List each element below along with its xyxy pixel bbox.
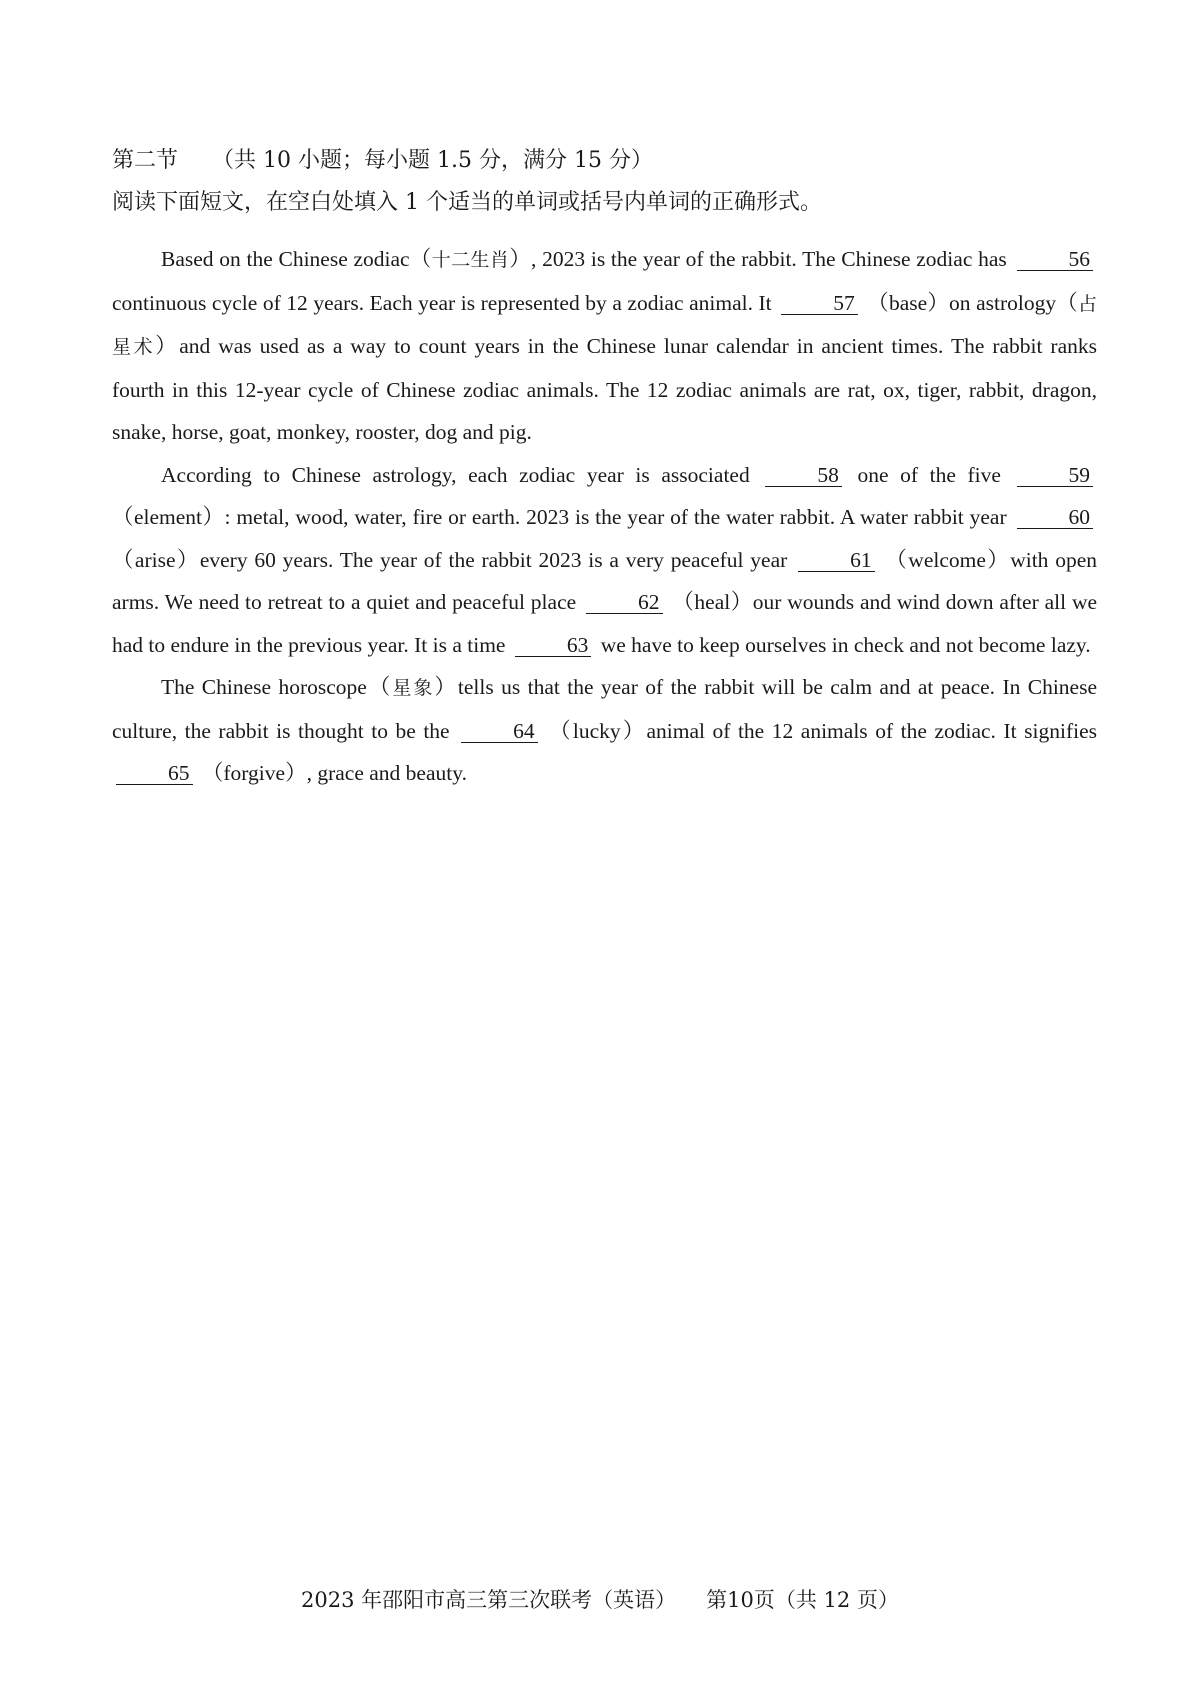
text-run: （element）: metal, wood, water, fire or earth. 2023 is the year of the water rabbit. A water rabbit year [112,505,1007,529]
section-heading [112,144,653,178]
chinese-gloss: 占星术 [112,292,1097,358]
blank-59[interactable]: 59 [1017,464,1094,487]
paragraph-1 [112,238,1097,454]
chinese-gloss: 十二生肖 [431,249,510,271]
text-run: （heal）our wounds and wind down after all we had to endure in the previous year. It is a time [112,590,1098,657]
blank-57[interactable]: 57 [781,292,858,315]
text-run: （forgive）, grace and beauty. [201,761,467,785]
page-number: 第10页（共 12 页） [706,1588,899,1612]
exam-title: 2023 年邵阳市高三第三次联考（英语） [301,1588,677,1612]
blank-56[interactable]: 56 [1017,248,1094,271]
blank-60[interactable]: 60 [1017,506,1094,529]
cloze-passage [112,238,1097,795]
text-run: The Chinese horoscope（ [161,675,393,699]
text-run: ）tells us that the year of the rabbit will be calm and at peace. In Chinese culture, the rabbit is thought to be the [112,675,1097,743]
text-run: we have to keep ourselves in check and not become lazy. [600,632,1091,657]
text-run: （arise）every 60 years. The year of the rabbit 2023 is a very peaceful year [112,547,788,572]
blank-61[interactable]: 61 [798,549,875,572]
text-run: continuous cycle of 12 years. Each year is represented by a zodiac animal. It [112,290,772,315]
text-run: one of the five [857,462,1001,487]
paragraph-2 [112,454,1097,667]
section-scoring-note: （共 10 小题；每小题 1.5 分，满分 15 分） [212,148,653,173]
text-run: According to Chinese astrology, each zodiac year is associated [161,462,750,487]
text-run: （base）on astrology（ [867,290,1078,315]
paragraph-3 [112,666,1097,795]
text-run: ）, 2023 is the year of the rabbit. The Chinese zodiac has [509,247,1007,271]
blank-64[interactable]: 64 [461,720,538,743]
text-run: ）and was used as a way to count years in the Chinese lunar calendar in ancient times. The rabbit ranks fourth in this 12-year cycle of Chinese zodiac animals. The 12 zodiac animals are rat, ox, tiger, rabbit, dragon, snake, horse, goat, monkey, rooster, dog and pig. [112,334,1097,444]
chinese-gloss: 星象 [392,677,435,699]
page-footer [0,1585,1200,1615]
blank-65[interactable]: 65 [116,762,193,785]
blank-62[interactable]: 62 [586,591,663,614]
section-title: 第二节 [112,148,179,173]
text-run: （lucky）animal of the 12 animals of the zodiac. It signifies [549,718,1098,743]
text-run: Based on the Chinese zodiac（ [161,247,432,271]
text-run: （welcome）with open arms. We need to retreat to a quiet and peaceful place [112,547,1098,614]
instruction-text: 阅读下面短文，在空白处填入 1 个适当的单词或括号内单词的正确形式。 [112,190,822,215]
blank-58[interactable]: 58 [765,464,842,487]
blank-63[interactable]: 63 [515,634,592,657]
